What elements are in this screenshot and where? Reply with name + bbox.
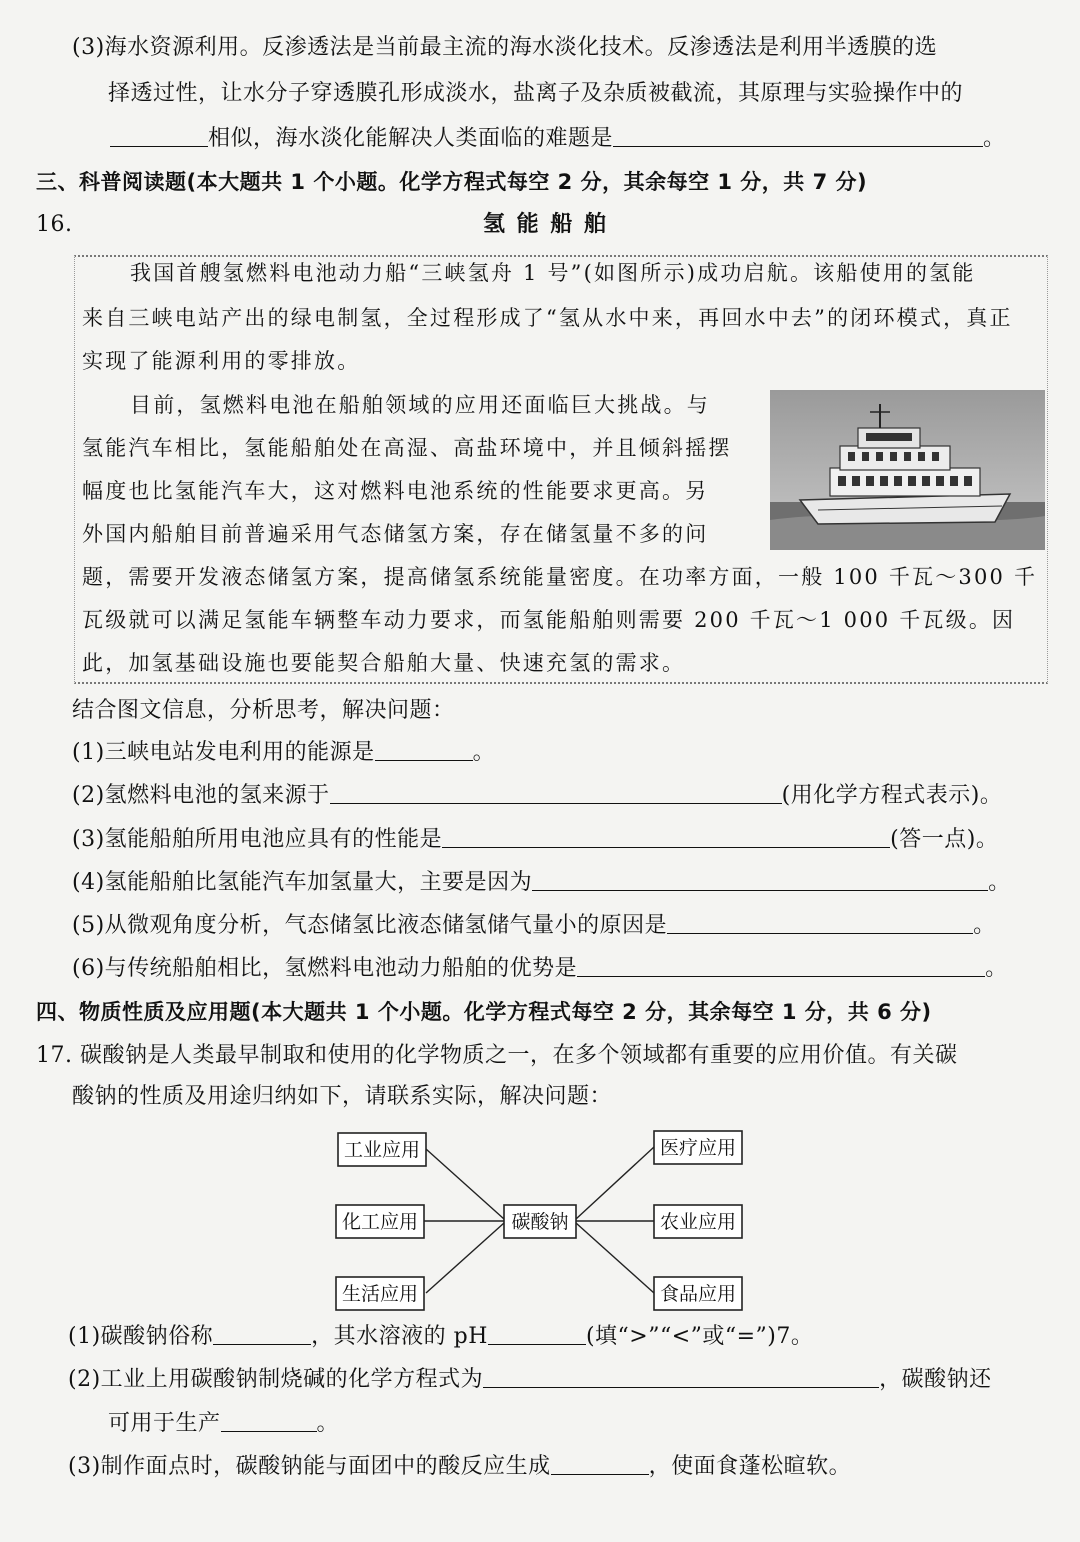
answer-blank[interactable] [483, 1365, 879, 1388]
question-16-4: (4)氢能船舶比氢能汽车加氢量大，主要是因为 。 [72, 870, 1011, 895]
question-17-stem-line1: 17. 碳酸钠是人类最早制取和使用的化学物质之一，在多个领域都有重要的应用价值。有关碳 [36, 1043, 958, 1068]
answer-blank[interactable] [613, 124, 983, 147]
article-line: 氢能汽车相比，氢能船舶处在高湿、高盐环境中，并且倾斜摇摆 [82, 436, 732, 460]
q15-part3-line1: (3)海水资源利用。反渗透法是当前最主流的海水淡化技术。反渗透法是利用半透膜的选 [72, 35, 938, 60]
answer-blank[interactable] [577, 954, 985, 977]
label-right-3: 食品应用 [659, 1283, 737, 1305]
answer-blank[interactable] [667, 911, 973, 934]
question-16-5: (5)从微观角度分析，气态储氢比液态储氢储气量小的原因是 。 [72, 913, 996, 938]
question-16-2: (2)氢燃料电池的氢来源于 (用化学方程式表示)。 [72, 783, 1003, 808]
label-left-1: 工业应用 [343, 1139, 421, 1161]
answer-blank[interactable] [532, 868, 988, 891]
label-center: 碳酸钠 [511, 1211, 569, 1233]
article-line: 我国首艘氢燃料电池动力船“三峡氢舟 1 号”(如图所示)成功启航。该船使用的氢能 [130, 261, 976, 285]
article-line: 瓦级就可以满足氢能车辆整车动力要求，而氢能船舶则需要 200 千瓦～1 000 千瓦级。因 [82, 608, 1016, 632]
answer-blank[interactable] [551, 1452, 649, 1475]
label-right-1: 医疗应用 [659, 1137, 737, 1159]
answer-blank[interactable] [221, 1409, 317, 1432]
article-line: 来自三峡电站产出的绿电制氢，全过程形成了“氢从水中来，再回水中去”的闭环模式，真正 [82, 306, 1013, 330]
section-heading-4: 四、物质性质及应用题(本大题共 1 个小题。化学方程式每空 2 分，其余每空 1 分，共 6 分) [36, 1000, 932, 1024]
question-17-3: (3)制作面点时，碳酸钠能与面团中的酸反应生成 ，使面食蓬松暄软。 [68, 1454, 852, 1479]
article-title: 氢 能 船 舶 [483, 212, 608, 237]
article-line: 实现了能源利用的零排放。 [82, 349, 361, 373]
ship-photo [770, 390, 1045, 550]
article-line: 目前，氢燃料电池在船舶领域的应用还面临巨大挑战。与 [130, 393, 710, 417]
label-right-2: 农业应用 [659, 1211, 737, 1233]
question-17-2: (2)工业上用碳酸钠制烧碱的化学方程式为 ，碳酸钠还 [68, 1367, 992, 1392]
label-left-2: 化工应用 [341, 1211, 419, 1233]
question-intro: 结合图文信息，分析思考，解决问题： [72, 698, 455, 723]
q15-part3-line2: 择透过性，让水分子穿透膜孔形成淡水，盐离子及杂质被截流，其原理与实验操作中的 [108, 81, 964, 106]
question-16-3: (3)氢能船舶所用电池应具有的性能是 (答一点)。 [72, 827, 999, 852]
section-heading-3: 三、科普阅读题(本大题共 1 个小题。化学方程式每空 2 分，其余每空 1 分，共 7 分) [36, 170, 868, 194]
article-line: 幅度也比氢能汽车大，这对燃料电池系统的性能要求更高。另 [82, 479, 709, 503]
answer-blank[interactable] [110, 124, 208, 147]
question-number-16: 16. [36, 212, 73, 237]
question-17-1: (1)碳酸钠俗称 ，其水溶液的 pH (填“>”“<”或“=”)7。 [68, 1324, 814, 1349]
question-17-stem-line2: 酸钠的性质及用途归纳如下，请联系实际，解决问题： [72, 1084, 613, 1109]
sodium-carbonate-diagram [330, 1125, 750, 1315]
article-line: 此，加氢基础设施也要能契合船舶大量、快速充氢的需求。 [82, 651, 686, 675]
label-left-3: 生活应用 [341, 1283, 419, 1305]
question-17-2-cont: 可用于生产 。 [108, 1411, 340, 1436]
answer-blank[interactable] [213, 1322, 311, 1345]
q15-part3-line3: 相似，海水淡化能解决人类面临的难题是 。 [110, 124, 1006, 154]
question-16-6: (6)与传统船舶相比，氢燃料电池动力船舶的优势是 。 [72, 956, 1008, 981]
answer-blank[interactable] [330, 781, 782, 804]
question-16-1: (1)三峡电站发电利用的能源是 。 [72, 740, 496, 765]
article-line: 题，需要开发液态储氢方案，提高储氢系统能量密度。在功率方面，一般 100 千瓦～300 千 [82, 565, 1038, 589]
answer-blank[interactable] [375, 738, 473, 761]
answer-blank[interactable] [488, 1322, 586, 1345]
article-line: 外国内船舶目前普遍采用气态储氢方案，存在储氢量不多的问 [82, 522, 709, 546]
answer-blank[interactable] [442, 825, 890, 848]
